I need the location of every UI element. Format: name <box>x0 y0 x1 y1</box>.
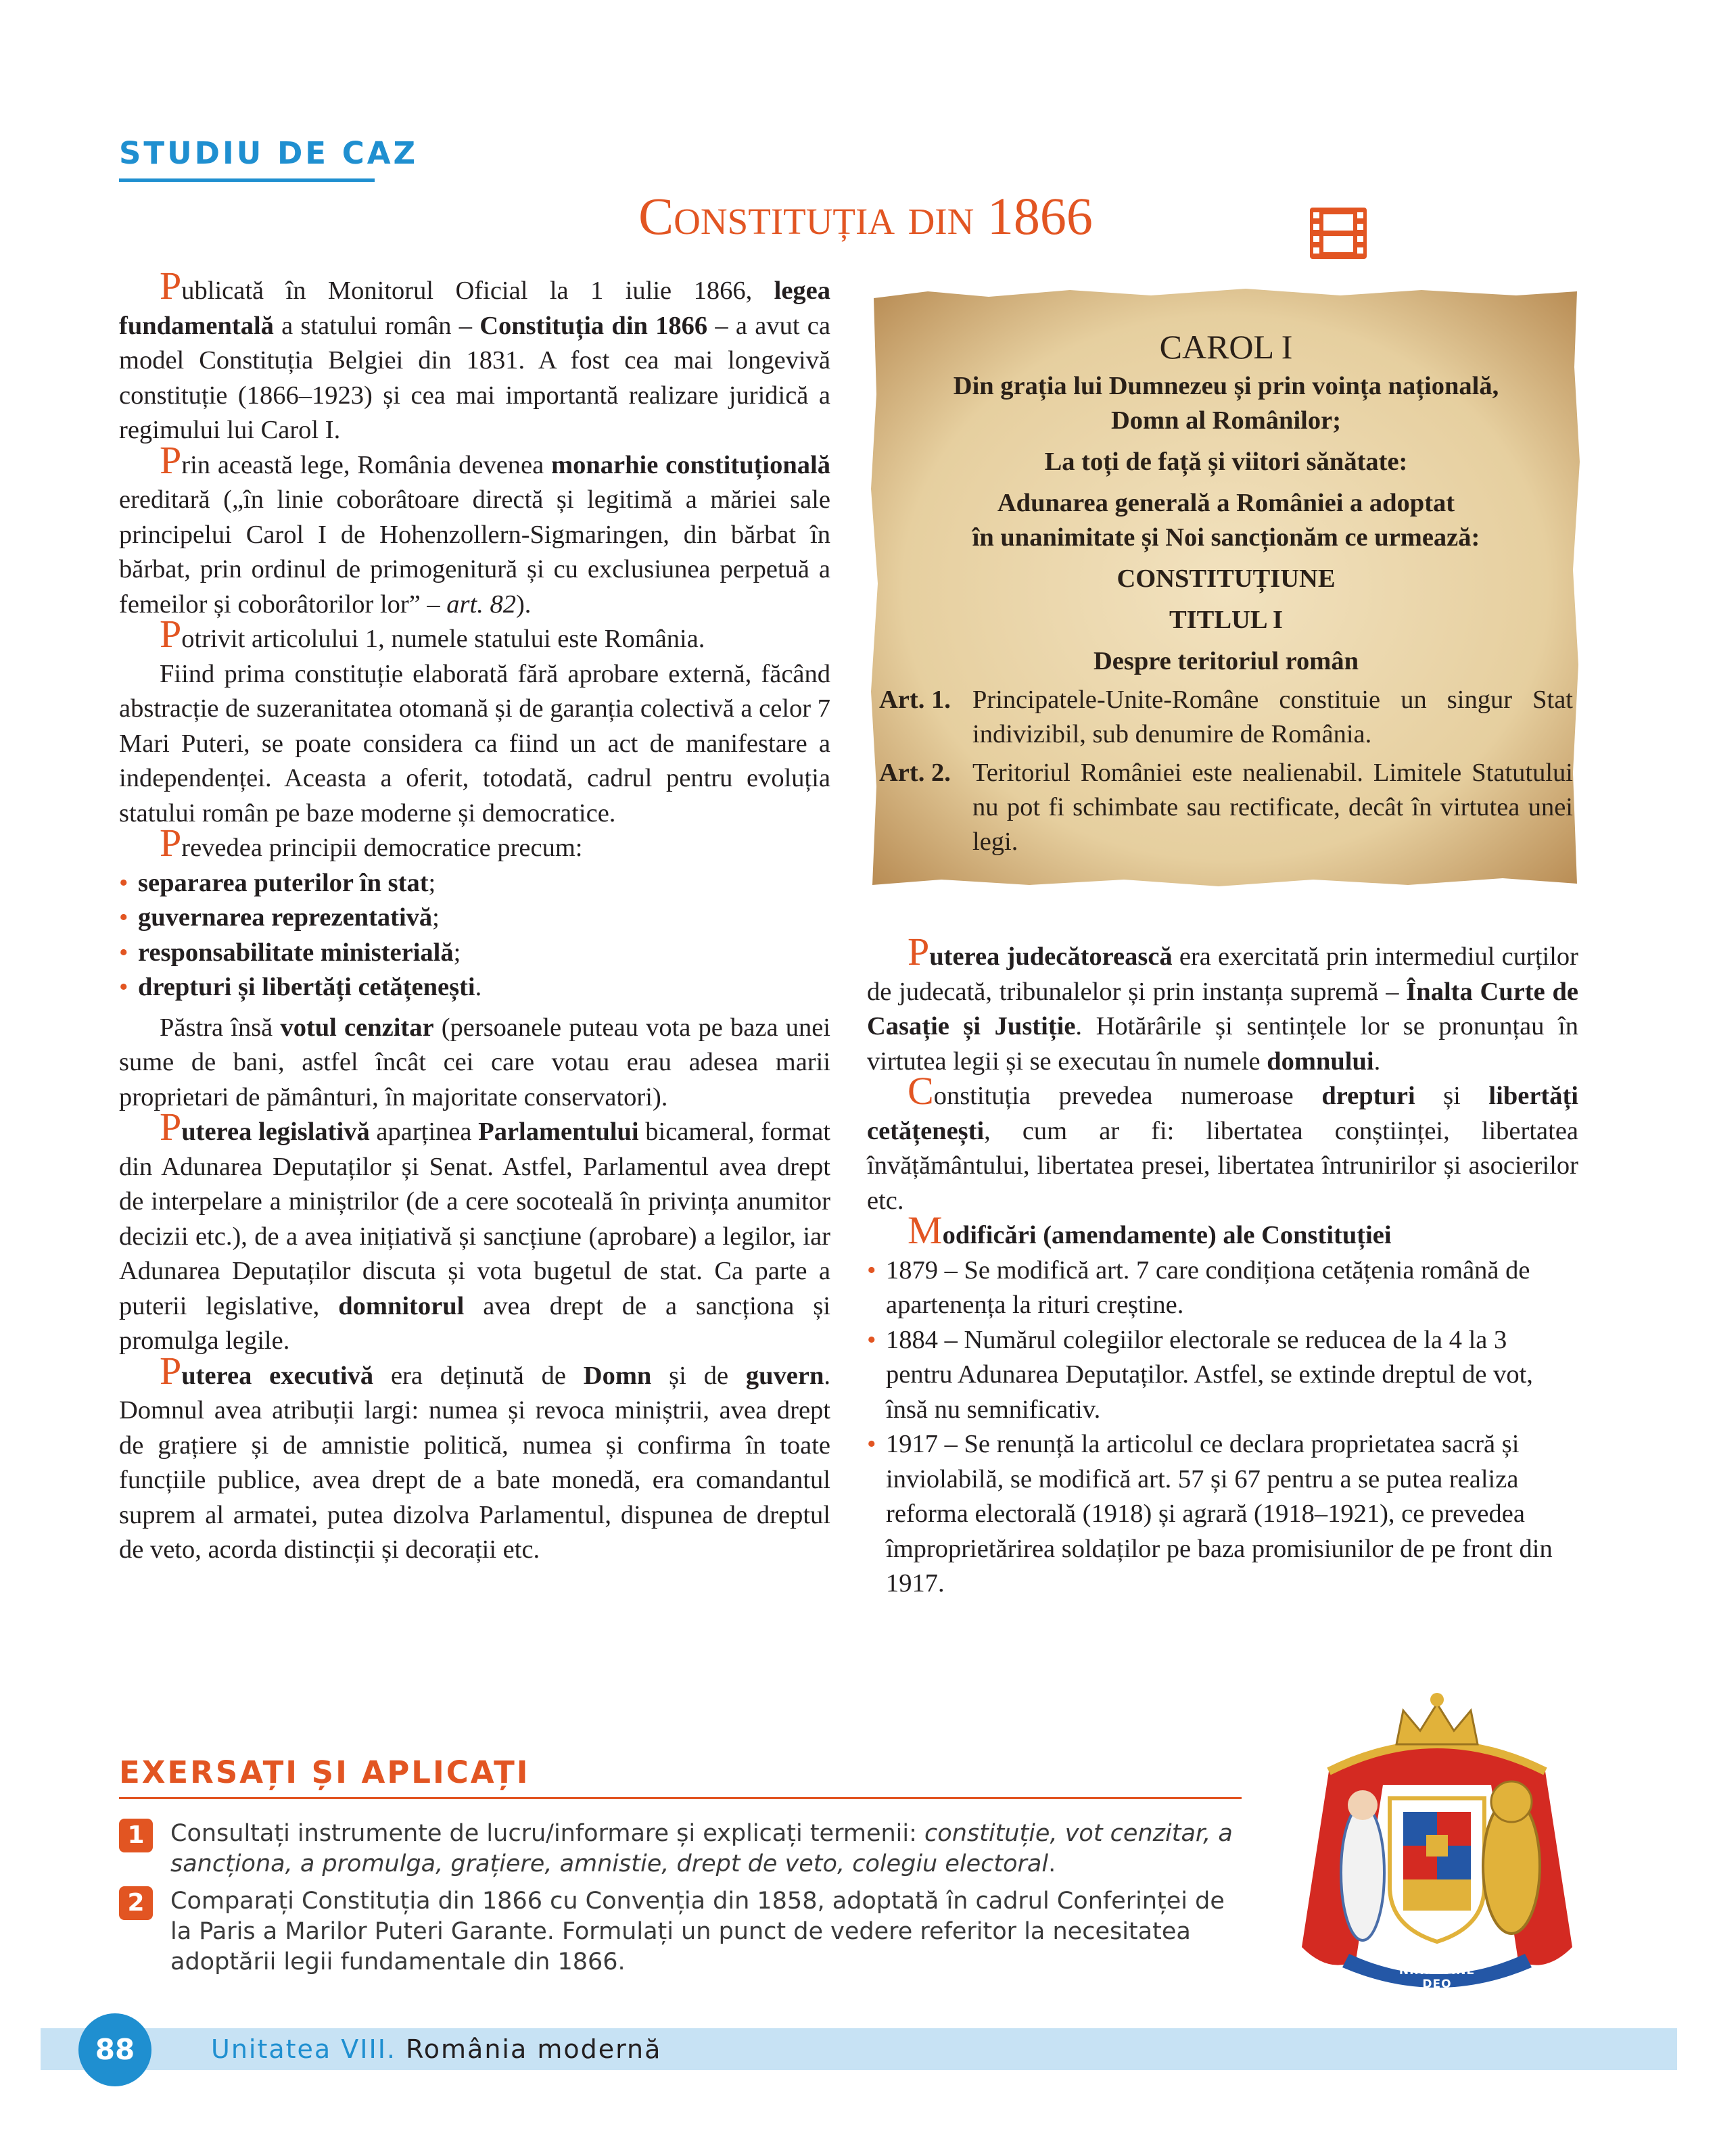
excerpt-line: La toți de față și viitori sănătate: <box>1044 448 1408 476</box>
paragraph-judicial-power: Puterea judecătorească era exercitată prin intermediul curților de judecată, tribunalelor și prin instanța supremă – Înalta Curte de Casație și Justiție. Hotărârile și sentințele lor se pronunțau în virtutea legii și se executau în numele domnului. <box>867 930 1579 1076</box>
paragraph-independence: Fiind prima constituție elaborată fără aprobare externă, făcând abstracție de suzeranitatea otomană și de garanția colectivă a celor 7 Mari Puteri, se poate considera ca fiind un act de manifestare a independenței. Aceasta a oferit, totodată, cadrul pentru evoluția statului român pe baze moderne și democratice. <box>119 659 830 828</box>
list-item: • drepturi și libertăți cetățenești. <box>119 970 830 1005</box>
excerpt-line: Despre teritoriul român <box>1093 647 1359 675</box>
page-number: 88 <box>78 2013 151 2086</box>
coat-of-arms-icon <box>1288 1690 1586 2001</box>
left-column <box>119 264 830 1568</box>
list-item: • 1917 – Se renunță la articolul ce declara proprietatea sacră și inviolabilă, se modifică art. 57 și 67 pentru a se putea realiza reforma electorală (1918) și agrară (1918–1921), ce prevedea împroprietărirea soldaților pe baza promisiunilor de pe front din 1917. <box>867 1427 1578 1602</box>
list-item: • guvernarea reprezentativă; <box>119 901 830 936</box>
footer-title <box>211 2032 661 2067</box>
exercises-rule <box>119 1797 1242 1799</box>
article-1: Art. 1. Principatele-Unite-Române constituie un singur Stat indivizibil, sub denumire de România. <box>879 686 1573 748</box>
right-column <box>867 930 1579 1602</box>
list-item: • 1884 – Numărul colegiilor electorale se reducea de la 4 la 3 pentru Adunarea Deputaților. Astfel, se extinde dreptul de vot, însă nu semnificativ. <box>867 1323 1578 1428</box>
exercise-number-badge: 1 <box>119 1819 153 1852</box>
excerpt-line: TITLUL I <box>1169 606 1283 634</box>
paragraph-legislative-power: Puterea legislativă aparținea Parlamentului bicameral, format din Adunarea Deputaților și Senat. Astfel, Parlamentul avea drept de interpelare a miniștrilor (de a cere socoteală în privința anumitor decizii etc.), de a avea inițiativă și sancțiune (aprobare) a legilor, iar Adunarea Deputaților discuta și vota bugetul de stat. Ca parte a puterii legislative, domnitorul avea drept de a sancționa și promulga legile. <box>119 1105 830 1355</box>
amendments-heading: Modificări (amendamente) ale Constituției <box>908 1208 1392 1252</box>
excerpt-line: în unanimitate și Noi sancționăm ce urmează: <box>972 523 1480 552</box>
footer-subtitle: România modernă <box>406 2034 662 2064</box>
excerpt-line: CONSTITUȚIUNE <box>1116 565 1336 593</box>
list-item: • responsabilitate ministerială; <box>119 936 830 971</box>
page-title: Constituția din 1866 <box>638 187 1093 245</box>
excerpt-line: Din grația lui Dumnezeu și prin voința națională, <box>953 372 1499 400</box>
exercise-2: 2 Comparați Constituția din 1866 cu Convenția din 1858, adoptată în cadrul Conferinței de la Paris a Marilor Puteri Garante. Formulați un punct de vedere referitor la necesitatea adoptării legii fundamentale din 1866. <box>119 1886 1242 1978</box>
paragraph-article-1: Potrivit articolului 1, numele statului este România. <box>160 612 705 656</box>
paragraph-census-vote: Păstra însă votul cenzitar (persoanele puteau vota pe baza unei sume de bani, astfel încât cei care votau erau adesea marii proprietari de pământuri, în majoritate conservatori). <box>119 1013 830 1111</box>
excerpt-line: Domn al Românilor; <box>1110 406 1342 435</box>
amendments-list <box>867 1253 1578 1602</box>
paragraph-principles: Prevedea principii democratice precum: <box>160 821 583 865</box>
exercises-label: EXERSAȚI ȘI APLICAȚI <box>119 1754 530 1790</box>
paragraph-monarchy: Prin această lege, România devenea monarhie constituțională ereditară („în linie coborâtoare directă și legitimă a măriei sale principelui Carol I de Hohenzollern-Sigmaringen, din bărbat în bărbat, prin ordinul de primogenitură și cu exclusiunea perpetuă a femeilor și coborâtorilor lor” – art. 82). <box>119 437 830 619</box>
article-2: Art. 2. Teritoriul României este nealienabil. Limitele Statutului nu pot fi schimbate sau rectificate, decât în virtutea unei legi. <box>879 759 1573 856</box>
excerpt-line: Adunarea generală a României a adoptat <box>997 489 1455 517</box>
constitution-excerpt <box>879 325 1573 859</box>
excerpt-heading: CAROL I <box>1159 328 1293 366</box>
film-strip-icon[interactable] <box>1309 206 1368 260</box>
paragraph-executive-power: Puterea executivă era deținută de Domn și de guvern. Domnul avea atribuții largi: numea și revoca miniștrii, avea drept de grațiere și de amnistie politică, numea și confirma în toate funcțiile publice, avea drept de a bate monedă, era comandantul suprem al armatei, putea dizolva Parlamentul, dispunea de dreptul de veto, acorda distincții și decorații etc. <box>119 1348 830 1564</box>
coat-of-arms-motto: NIHIL SINE DEO <box>1398 1964 1476 1991</box>
footer-unit: Unitatea VIII. <box>211 2034 396 2064</box>
exercise-number-badge: 2 <box>119 1886 153 1920</box>
list-item: • separarea puterilor în stat; <box>119 866 830 901</box>
section-label: STUDIU DE CAZ <box>119 135 419 171</box>
list-item: • 1879 – Se modifică art. 7 care condiționa cetățenia română de apartenența la rituri creștine. <box>867 1253 1578 1323</box>
section-rule <box>119 178 375 182</box>
principles-list <box>119 866 830 1005</box>
paragraph-publication: Publicată în Monitorul Oficial la 1 iulie 1866, legea fundamentală a statului român – Constituția din 1866 – a avut ca model Constituția Belgiei din 1831. A fost cea mai longevivă constituție (1866–1923) și cea mai importantă realizare juridică a regimului lui Carol I. <box>119 264 830 444</box>
paragraph-rights: Constituția prevedea numeroase drepturi și libertăți cetățenești, cum ar fi: libertatea conștiinței, libertatea învățământului, libertatea presei, libertatea întrunirilor și asocierilor etc. <box>867 1069 1578 1215</box>
exercise-1: 1 Consultați instrumente de lucru/informare și explicați termenii: constituție, vot cenzitar, a sancționa, a promulga, grațiere, amnistie, drept de veto, colegiu electoral. <box>119 1819 1242 1879</box>
